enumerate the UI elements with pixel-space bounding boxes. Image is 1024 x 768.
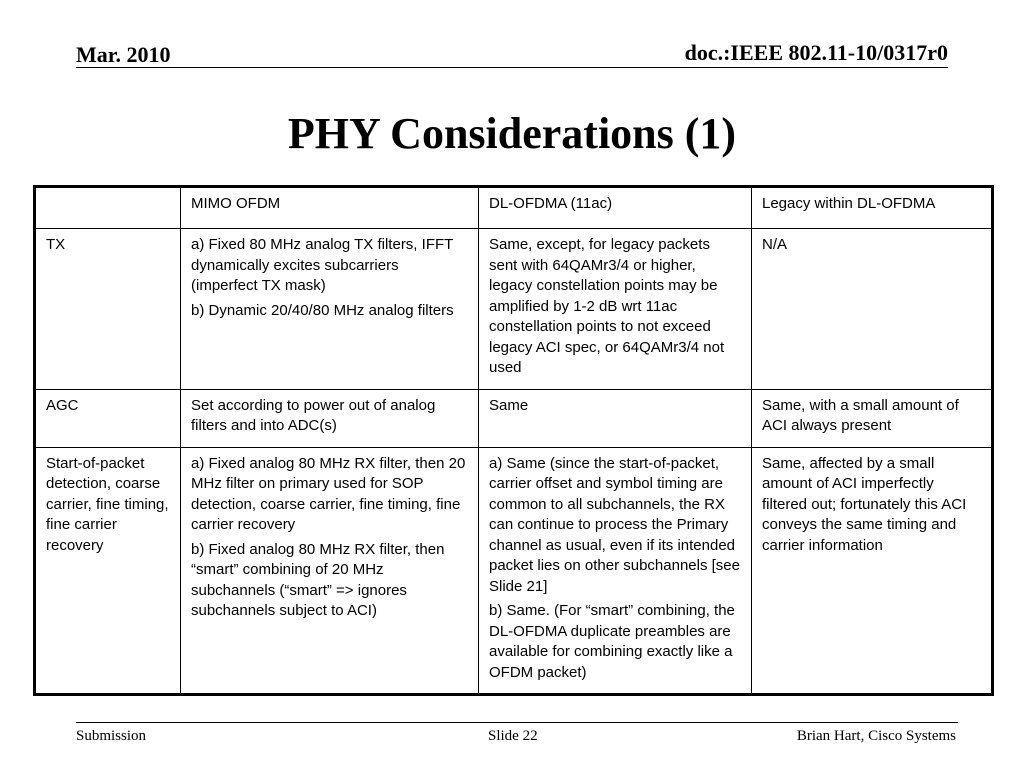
header-cell-mimo-ofdm: MIMO OFDM bbox=[181, 187, 479, 229]
footer-slide-number: Slide 22 bbox=[488, 728, 538, 744]
cell-paragraph: a) Fixed 80 MHz analog TX filters, IFFT dynamically excites subcarriers (imperfect TX mask) bbox=[191, 236, 454, 294]
cell-agc-dlofdma bbox=[479, 389, 752, 447]
footer-divider bbox=[76, 722, 958, 723]
header-cell-empty bbox=[35, 187, 181, 229]
slide-title: PHY Considerations (1) bbox=[287, 109, 737, 158]
header-date: Mar. 2010 bbox=[76, 42, 171, 67]
header-cell-dl-ofdma: DL-OFDMA (11ac) bbox=[479, 187, 752, 229]
cell-tx-dlofdma bbox=[479, 229, 752, 390]
cell-tx-mimo bbox=[181, 229, 479, 390]
header-divider bbox=[76, 67, 948, 68]
cell-sop-legacy bbox=[752, 447, 993, 695]
cell-paragraph: a) Same (since the start-of-packet, carrier offset and symbol timing are common to all subchannels, the RX can continue to process the Primary channel as usual, even if its intended packet lies on other subchannels [see Slide 21] bbox=[489, 454, 740, 595]
cell-paragraph: b) Fixed analog 80 MHz RX filter, then “smart” combining of 20 MHz subchannels (“smart” => ignores subchannels subject to ACI) bbox=[191, 540, 445, 619]
cell-paragraph: b) Same. (For “smart” combining, the DL-OFDMA duplicate preambles are available for combining exactly like a OFDM packet) bbox=[489, 602, 735, 681]
cell-sop-dlofdma bbox=[479, 447, 752, 695]
row-label-tx: TX bbox=[35, 229, 181, 390]
footer-submission: Submission bbox=[76, 728, 147, 744]
row-label-sop: Start-of-packet detection, coarse carrier, fine timing, fine carrier recovery bbox=[35, 447, 181, 695]
cell-agc-legacy bbox=[752, 389, 993, 447]
cell-sop-mimo bbox=[181, 447, 479, 695]
footer-author: Brian Hart, Cisco Systems bbox=[796, 728, 956, 744]
table-row-agc bbox=[35, 389, 993, 447]
table-header-row bbox=[35, 187, 993, 229]
cell-paragraph: Same bbox=[489, 396, 529, 414]
cell-paragraph: Same, affected by a small amount of ACI imperfectly filtered out; fortunately this ACI conveys the same timing and carrier information bbox=[762, 454, 967, 554]
phy-considerations-table bbox=[33, 185, 994, 696]
cell-paragraph: b) Dynamic 20/40/80 MHz analog filters bbox=[191, 301, 454, 319]
header-cell-legacy: Legacy within DL-OFDMA bbox=[752, 187, 993, 229]
cell-paragraph: a) Fixed analog 80 MHz RX filter, then 20 MHz filter on primary used for SOP detection, coarse carrier, fine timing, fine carrier recovery bbox=[191, 454, 466, 533]
cell-agc-mimo bbox=[181, 389, 479, 447]
table-row-sop bbox=[35, 447, 993, 695]
cell-tx-legacy bbox=[752, 229, 993, 390]
cell-paragraph: N/A bbox=[762, 236, 788, 253]
header-doc-id: doc.:IEEE 802.11-10/0317r0 bbox=[684, 40, 948, 65]
cell-paragraph: Same, except, for legacy packets sent with 64QAMr3/4 or higher, legacy constellation points may be amplified by 1-2 dB wrt 11ac constellation points to not exceed legacy ACI spec, or 64QAMr3/4 not used bbox=[489, 236, 725, 376]
cell-paragraph: Set according to power out of analog filters and into ADC(s) bbox=[191, 396, 436, 434]
table-row-tx bbox=[35, 229, 993, 390]
cell-paragraph: Same, with a small amount of ACI always present bbox=[762, 396, 959, 434]
row-label-agc: AGC bbox=[35, 389, 181, 447]
